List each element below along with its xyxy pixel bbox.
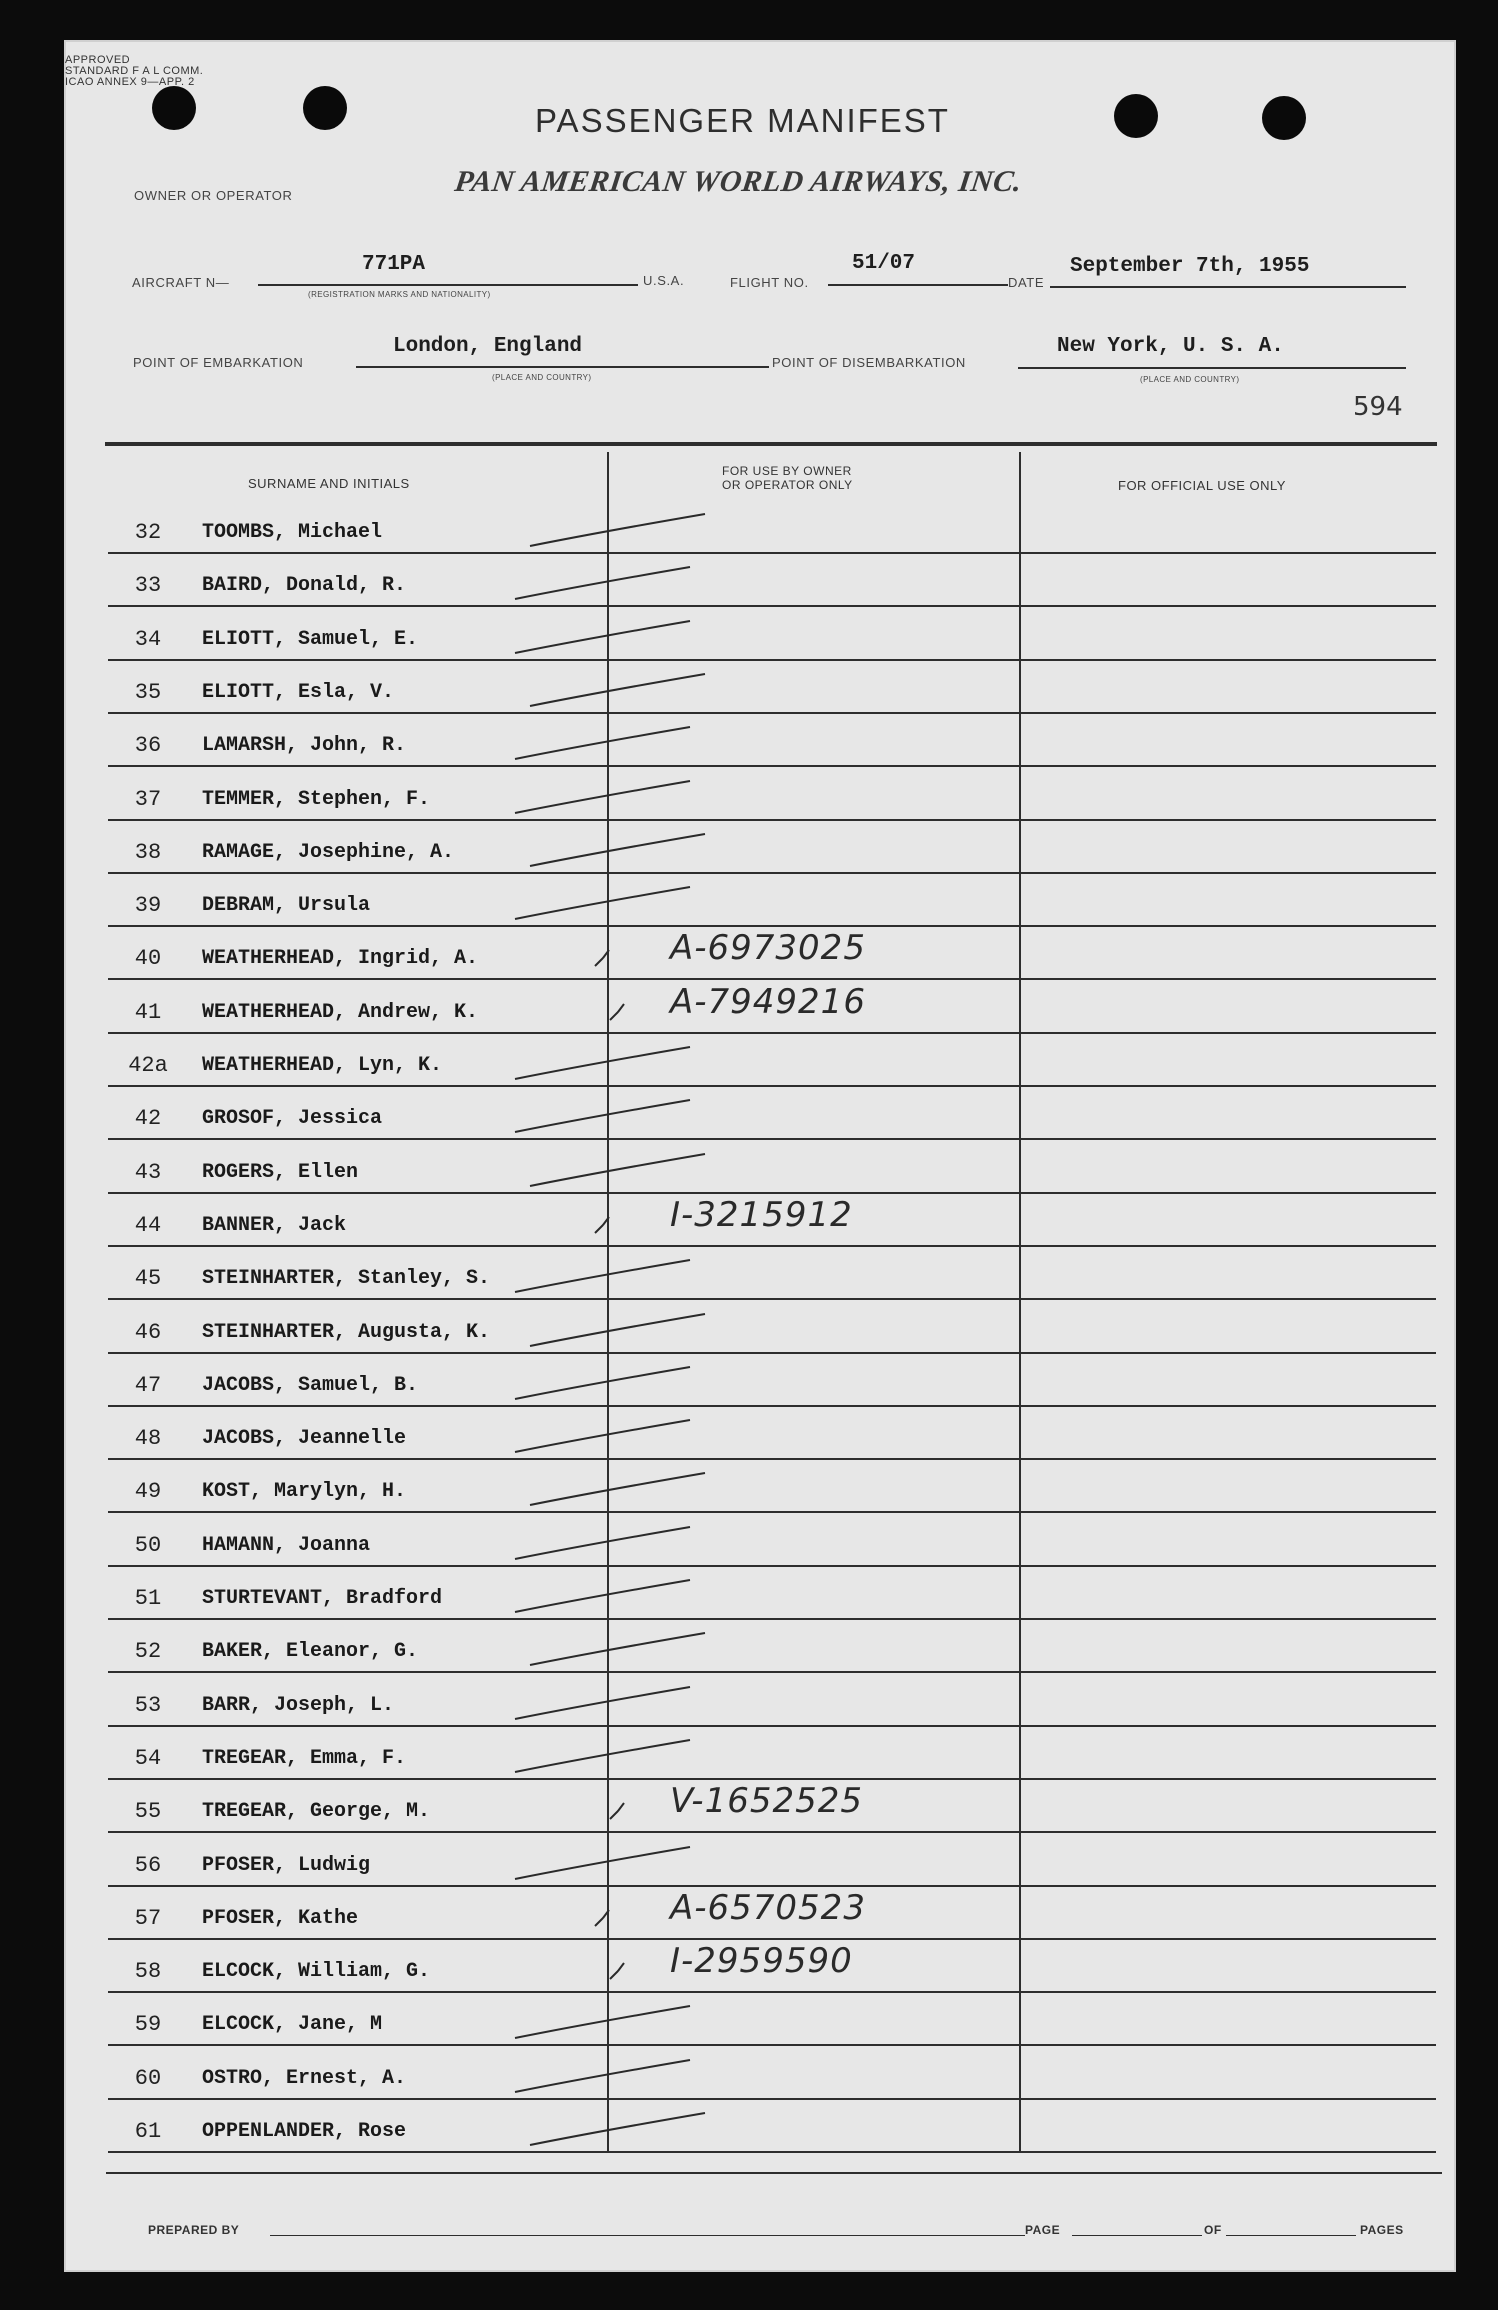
- passenger-name: OPPENLANDER, Rose: [202, 2120, 407, 2143]
- passenger-name: WEATHERHEAD, Ingrid, A.: [202, 947, 479, 970]
- row-number: 44: [134, 1213, 162, 1238]
- row-number: 55: [134, 1799, 162, 1824]
- check-mark: [520, 502, 720, 552]
- check-mark: [520, 1302, 720, 1352]
- prepared-by-label: PREPARED BY: [148, 2223, 240, 2237]
- row-separator: [108, 1192, 1436, 1194]
- field-underline: [828, 284, 1008, 286]
- row-number: 58: [134, 1959, 162, 1984]
- check-mark: [520, 1142, 720, 1192]
- row-separator: [108, 1085, 1436, 1087]
- passenger-name: OSTRO, Ernest, A.: [202, 2067, 407, 2090]
- check-mark: [505, 1994, 705, 2044]
- passenger-name: WEATHERHEAD, Andrew, K.: [202, 1001, 479, 1024]
- passenger-name: BARR, Joseph, L.: [202, 1694, 395, 1717]
- handwritten-note: I-3215912: [670, 1195, 853, 1235]
- check-mark: [505, 1408, 705, 1458]
- embark-label: POINT OF EMBARKATION: [133, 355, 304, 370]
- row-separator: [108, 1245, 1436, 1247]
- check-mark: [505, 1728, 705, 1778]
- field-underline: [258, 284, 638, 286]
- row-separator: [108, 1458, 1436, 1460]
- passenger-name: ELCOCK, Jane, M: [202, 2013, 383, 2036]
- row-number: 37: [134, 787, 162, 812]
- check-mark: [520, 662, 720, 712]
- row-separator: [108, 765, 1436, 767]
- of-label: OF: [1204, 2223, 1222, 2237]
- col-header-owner: FOR USE BY OWNER: [722, 464, 852, 478]
- row-number: 38: [134, 840, 162, 865]
- row-separator: [108, 1938, 1436, 1940]
- row-separator: [108, 1298, 1436, 1300]
- field-underline: [1226, 2235, 1356, 2236]
- passenger-name: LAMARSH, John, R.: [202, 734, 407, 757]
- passenger-name: BAKER, Eleanor, G.: [202, 1640, 419, 1663]
- check-mark: [505, 609, 705, 659]
- row-separator: [108, 712, 1436, 714]
- date-value: September 7th, 1955: [1070, 255, 1310, 278]
- row-number: 49: [134, 1479, 162, 1504]
- row-separator: [108, 1991, 1436, 1993]
- check-mark: [505, 1248, 705, 1298]
- passenger-name: PFOSER, Ludwig: [202, 1854, 371, 1877]
- punch-hole: [1114, 94, 1158, 138]
- col-header-surname: SURNAME AND INITIALS: [248, 476, 410, 491]
- row-separator: [108, 2098, 1436, 2100]
- row-number: 46: [134, 1320, 162, 1345]
- passenger-name: KOST, Marylyn, H.: [202, 1480, 407, 1503]
- handwritten-note: A-6973025: [670, 928, 866, 968]
- row-number: 45: [134, 1266, 162, 1291]
- row-number: 53: [134, 1693, 162, 1718]
- pages-label: PAGES: [1360, 2223, 1404, 2237]
- check-mark: [505, 769, 705, 819]
- check-mark: [520, 822, 720, 872]
- passenger-name: TREGEAR, George, M.: [202, 1800, 431, 1823]
- punch-hole: [152, 86, 196, 130]
- usa-label: U.S.A.: [643, 273, 685, 288]
- passenger-name: HAMANN, Joanna: [202, 1534, 371, 1557]
- passenger-name: WEATHERHEAD, Lyn, K.: [202, 1054, 443, 1077]
- passenger-name: BANNER, Jack: [202, 1214, 347, 1237]
- check-mark: [505, 1355, 705, 1405]
- row-separator: [108, 1831, 1436, 1833]
- row-separator: [108, 659, 1436, 661]
- date-label: DATE: [1008, 275, 1045, 290]
- check-mark: [505, 875, 705, 925]
- row-number: 35: [134, 680, 162, 705]
- row-number: 40: [134, 946, 162, 971]
- page-label: PAGE: [1025, 2223, 1061, 2237]
- row-number: 39: [134, 893, 162, 918]
- field-underline: [356, 366, 769, 368]
- row-separator: [108, 1725, 1436, 1727]
- row-number: 32: [134, 520, 162, 545]
- passenger-name: ROGERS, Ellen: [202, 1161, 359, 1184]
- row-number: 48: [134, 1426, 162, 1451]
- flight-label: FLIGHT NO.: [730, 275, 809, 290]
- row-separator: [108, 819, 1436, 821]
- row-number: 54: [134, 1746, 162, 1771]
- row-separator: [108, 552, 1436, 554]
- passenger-name: ELCOCK, William, G.: [202, 1960, 431, 1983]
- field-underline: [1050, 286, 1406, 288]
- punch-hole: [1262, 96, 1306, 140]
- col-header-official: FOR OFFICIAL USE ONLY: [1118, 478, 1286, 493]
- check-mark: [520, 1621, 720, 1671]
- approval-note: [65, 55, 203, 88]
- row-number: 42: [134, 1106, 162, 1131]
- row-number: 56: [134, 1853, 162, 1878]
- row-separator: [108, 2151, 1436, 2153]
- row-number: 59: [134, 2012, 162, 2037]
- row-number: 50: [134, 1533, 162, 1558]
- row-separator: [108, 1352, 1436, 1354]
- row-separator: [108, 1885, 1436, 1887]
- check-mark: [505, 1515, 705, 1565]
- passenger-name: GROSOF, Jessica: [202, 1107, 383, 1130]
- row-number: 43: [134, 1160, 162, 1185]
- check-mark: [505, 715, 705, 765]
- row-number: 52: [134, 1639, 162, 1664]
- passenger-name: STURTEVANT, Bradford: [202, 1587, 443, 1610]
- operator-name: PAN AMERICAN WORLD AIRWAYS, INC.: [452, 165, 1025, 198]
- passenger-name: JACOBS, Samuel, B.: [202, 1374, 419, 1397]
- aircraft-label: AIRCRAFT N—: [132, 275, 230, 290]
- passenger-name: STEINHARTER, Augusta, K.: [202, 1321, 491, 1344]
- handwritten-note: I-2959590: [670, 1941, 853, 1981]
- approval-line: APPROVED: [65, 54, 131, 66]
- col-header-owner: OR OPERATOR ONLY: [722, 478, 853, 492]
- row-separator: [108, 925, 1436, 927]
- row-separator: [108, 1565, 1436, 1567]
- embark-value: London, England: [393, 335, 583, 358]
- row-separator: [108, 872, 1436, 874]
- row-separator: [108, 1618, 1436, 1620]
- row-number: 42a: [128, 1053, 168, 1078]
- table-bottom-border: [106, 2172, 1442, 2174]
- row-separator: [108, 1032, 1436, 1034]
- passenger-name: ELIOTT, Samuel, E.: [202, 628, 419, 651]
- check-mark: [520, 1461, 720, 1511]
- column-divider: [1019, 452, 1021, 2152]
- field-underline: [270, 2235, 1025, 2236]
- passenger-name: DEBRAM, Ursula: [202, 894, 371, 917]
- row-separator: [108, 1671, 1436, 1673]
- row-number: 61: [134, 2119, 162, 2144]
- aircraft-value: 771PA: [362, 253, 426, 276]
- passenger-name: ELIOTT, Esla, V.: [202, 681, 395, 704]
- row-number: 60: [134, 2066, 162, 2091]
- row-number: 47: [134, 1373, 162, 1398]
- check-mark: [505, 1088, 705, 1138]
- approval-line: ICAO ANNEX 9—APP. 2: [65, 76, 195, 88]
- check-mark: [505, 2048, 705, 2098]
- handwritten-note: A-7949216: [670, 982, 866, 1022]
- row-separator: [108, 605, 1436, 607]
- row-separator: [108, 2044, 1436, 2046]
- row-number: 33: [134, 573, 162, 598]
- check-mark: [505, 1675, 705, 1725]
- check-mark: [505, 1568, 705, 1618]
- table-top-border: [105, 442, 1437, 446]
- handwritten-note: A-6570523: [670, 1888, 866, 1928]
- field-underline: [1072, 2235, 1202, 2236]
- aircraft-sub: (REGISTRATION MARKS AND NATIONALITY): [308, 290, 491, 299]
- flight-value: 51/07: [852, 252, 916, 275]
- row-number: 51: [134, 1586, 162, 1611]
- embark-sub: (PLACE AND COUNTRY): [492, 373, 592, 382]
- passenger-name: RAMAGE, Josephine, A.: [202, 841, 455, 864]
- disembark-label: POINT OF DISEMBARKATION: [772, 355, 966, 370]
- row-separator: [108, 1405, 1436, 1407]
- check-mark: [505, 1835, 705, 1885]
- disembark-sub: (PLACE AND COUNTRY): [1140, 375, 1240, 384]
- row-separator: [108, 1511, 1436, 1513]
- row-separator: [108, 978, 1436, 980]
- check-mark: [505, 555, 705, 605]
- passenger-name: TEMMER, Stephen, F.: [202, 788, 431, 811]
- row-number: 57: [134, 1906, 162, 1931]
- passenger-name: TOOMBS, Michael: [202, 521, 383, 544]
- page-number: 594: [1353, 392, 1403, 422]
- approval-line: STANDARD F A L COMM.: [65, 65, 204, 77]
- disembark-value: New York, U. S. A.: [1057, 335, 1284, 358]
- row-separator: [108, 1138, 1436, 1140]
- check-mark: [505, 1035, 705, 1085]
- check-mark: [520, 2101, 720, 2151]
- handwritten-note: V-1652525: [670, 1781, 863, 1821]
- row-separator: [108, 1778, 1436, 1780]
- passenger-name: STEINHARTER, Stanley, S.: [202, 1267, 491, 1290]
- passenger-name: JACOBS, Jeannelle: [202, 1427, 407, 1450]
- passenger-name: PFOSER, Kathe: [202, 1907, 359, 1930]
- passenger-name: BAIRD, Donald, R.: [202, 574, 407, 597]
- row-number: 34: [134, 627, 162, 652]
- row-number: 36: [134, 733, 162, 758]
- form-title: PASSENGER MANIFEST: [535, 102, 950, 139]
- owner-label: OWNER OR OPERATOR: [134, 188, 293, 203]
- field-underline: [1018, 367, 1406, 369]
- passenger-name: TREGEAR, Emma, F.: [202, 1747, 407, 1770]
- punch-hole: [303, 86, 347, 130]
- row-number: 41: [134, 1000, 162, 1025]
